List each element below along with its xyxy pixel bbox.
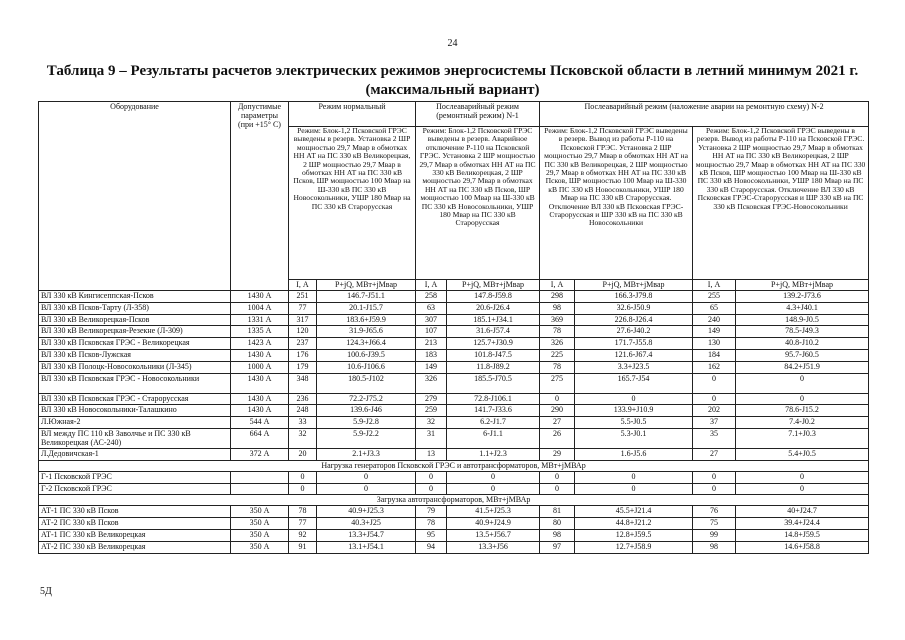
post1-current-cell: 149 (416, 361, 447, 373)
param-cell: 350 А (231, 518, 289, 530)
post1-power-cell: 125.7+J30.9 (447, 338, 540, 350)
equipment-cell: ВЛ 330 кВ Полоцк-Новосокольники (Л-345) (39, 361, 231, 373)
post2b-power-cell: 0 (736, 471, 869, 483)
post1-power-cell: 31.6-J57.4 (447, 326, 540, 338)
post1-power-cell: 141.7-J33.6 (447, 405, 540, 417)
page-number: 24 (447, 38, 458, 49)
table-row (39, 471, 869, 483)
normal-power-cell: 40.3+J25 (317, 518, 416, 530)
post1-power-cell: 185.5-J70.5 (447, 373, 540, 393)
post2b-power-cell: 7.4-J0.2 (736, 417, 869, 429)
table-row (39, 529, 869, 541)
equipment-cell: Л.Южная-2 (39, 417, 231, 429)
post2a-current-cell: 78 (540, 361, 575, 373)
post2b-current-cell: 130 (693, 338, 736, 350)
equipment-cell: ВЛ между ПС 110 кВ Заволчье и ПС 330 кВ Великорецкая (АС-240) (39, 428, 231, 448)
post1-power-cell: 41.5+J25.3 (447, 506, 540, 518)
post2b-power-cell: 148.9-J0.5 (736, 314, 869, 326)
table-row (39, 361, 869, 373)
normal-power-cell: 2.1+J3.3 (317, 448, 416, 460)
equipment-cell: Г-1 Псковской ГРЭС (39, 471, 231, 483)
post2a-power-cell: 45.5+J21.4 (575, 506, 693, 518)
post2a-power-cell: 165.7-J54 (575, 373, 693, 393)
normal-current-cell: 0 (289, 483, 317, 495)
post1-power-cell: 13.3+J56 (447, 541, 540, 553)
desc-post2b: Режим: Блок-1,2 Псковской ГРЭС выведены в резерв. Вывод из работы Р-110 на Псковской ГРЭС. Установка 2 ШР мощностью 29,7 Мвар в обмотках НН АТ на ПС 330 кВ Великорецкая, 2 ШР мощностью 29,7 Мвар в обмотках НН АТ на ПС 330 кВ Псков, ШР мощностью 100 Мвар на Ш-330 кВ ПС 330 кВ Новосокольники, УШР 180 Мвар на ПС 330 кВ Старорусская. Отключение ВЛ 330 кВ Псковская ГРЭС-Старорусская и ШР 330 кВ на ПС 330 кВ Псковская ГРЭС-Новосокольники (693, 127, 869, 280)
post2a-current-cell: 80 (540, 518, 575, 530)
param-cell: 1430 А (231, 291, 289, 303)
equipment-cell: ВЛ 330 кВ Великорецкая-Псков (39, 314, 231, 326)
post1-power-cell: 11.8-J89.2 (447, 361, 540, 373)
post2b-current-cell: 149 (693, 326, 736, 338)
normal-power-cell: 0 (317, 471, 416, 483)
post1-power-cell: 13.5+J56.7 (447, 529, 540, 541)
post1-power-cell: 72.8-J106.1 (447, 393, 540, 405)
post1-current-cell: 307 (416, 314, 447, 326)
post2b-power-cell: 5.4+J0.5 (736, 448, 869, 460)
post1-current-cell: 31 (416, 428, 447, 448)
section-row (39, 495, 869, 506)
post2b-current-cell: 35 (693, 428, 736, 448)
header-normal: Режим нормальный (289, 102, 416, 127)
equipment-cell: АТ-1 ПС 330 кВ Псков (39, 506, 231, 518)
table-row (39, 326, 869, 338)
post2b-current-cell: 76 (693, 506, 736, 518)
post1-current-cell: 79 (416, 506, 447, 518)
post1-current-cell: 95 (416, 529, 447, 541)
normal-power-cell: 5.9-J2.8 (317, 417, 416, 429)
param-cell: 350 А (231, 529, 289, 541)
post2a-current-cell: 290 (540, 405, 575, 417)
param-cell: 1004 А (231, 302, 289, 314)
post2b-power-cell: 0 (736, 373, 869, 393)
table-row (39, 541, 869, 553)
equipment-cell: ВЛ 330 кВ Псковская ГРЭС - Великорецкая (39, 338, 231, 350)
equipment-cell: ВЛ 330 кВ Псков-Лужская (39, 349, 231, 361)
header-post1: Послеаварийный режим (ремонтный режим) N-1 (416, 102, 540, 127)
sub-pq: P+jQ, МВт+jМвар (447, 280, 540, 291)
post1-current-cell: 107 (416, 326, 447, 338)
table-row (39, 302, 869, 314)
post2b-current-cell: 99 (693, 529, 736, 541)
table-row (39, 349, 869, 361)
post1-current-cell: 32 (416, 417, 447, 429)
post2a-power-cell: 121.6-J67.4 (575, 349, 693, 361)
post2a-power-cell: 32.6-J50.9 (575, 302, 693, 314)
post2a-power-cell: 171.7-J55.8 (575, 338, 693, 350)
param-cell: 1430 А (231, 393, 289, 405)
post2a-current-cell: 0 (540, 393, 575, 405)
post2a-current-cell: 275 (540, 373, 575, 393)
post2a-power-cell: 0 (575, 483, 693, 495)
post2a-power-cell: 12.8+J59.5 (575, 529, 693, 541)
normal-current-cell: 251 (289, 291, 317, 303)
post2b-power-cell: 78.6-J15.2 (736, 405, 869, 417)
normal-power-cell: 31.9-J65.6 (317, 326, 416, 338)
post1-current-cell: 78 (416, 518, 447, 530)
equipment-cell: Г-2 Псковской ГРЭС (39, 483, 231, 495)
header-post2: Послеаварийный режим (наложение аварии на ремонтную схему) N-2 (540, 102, 869, 127)
post2a-current-cell: 225 (540, 349, 575, 361)
table-row (39, 518, 869, 530)
normal-power-cell: 10.6-J106.6 (317, 361, 416, 373)
equipment-cell: АТ-2 ПС 330 кВ Псков (39, 518, 231, 530)
post2a-current-cell: 81 (540, 506, 575, 518)
section-title-autotransformers: Загрузка автотрансформаторов, МВт+jМВАр (39, 495, 869, 506)
table-row (39, 483, 869, 495)
param-cell: 1335 А (231, 326, 289, 338)
normal-power-cell: 0 (317, 483, 416, 495)
normal-current-cell: 317 (289, 314, 317, 326)
param-cell (231, 471, 289, 483)
post1-power-cell: 1.1+J2.3 (447, 448, 540, 460)
post1-power-cell: 6-J1.1 (447, 428, 540, 448)
post2a-current-cell: 98 (540, 302, 575, 314)
normal-current-cell: 348 (289, 373, 317, 393)
post1-current-cell: 0 (416, 483, 447, 495)
desc-post2a: Режим: Блок-1,2 Псковской ГРЭС выведены в резерв. Вывод из работы Р-110 на Псковской ГРЭС. Установка 2 ШР мощностью 29,7 Мвар в обмотках НН АТ на ПС 330 кВ Великорецкая, 2 ШР мощностью 29,7 Мвар в обмотках НН АТ на ПС 330 кВ Псков, ШР мощностью 100 Мвар на Ш-330 кВ ПС 330 кВ Новосокольники, УШР 180 Мвар на ПС 330 кВ Старорусская. Отключение ВЛ 330 кВ Псковская ГРЭС-Старорусская и ШР 330 кВ на ПС 330 кВ Новосокольники (540, 127, 693, 280)
post2b-power-cell: 78.5-J49.3 (736, 326, 869, 338)
table-title-line1: Таблица 9 – Результаты расчетов электрических режимов энергосистемы Псковской области в летний минимум 2021 г. (46, 63, 859, 79)
normal-power-cell: 124.3+J66.4 (317, 338, 416, 350)
param-cell: 1430 А (231, 405, 289, 417)
post2a-current-cell: 0 (540, 471, 575, 483)
post2a-power-cell: 3.3+J23.5 (575, 361, 693, 373)
post2b-current-cell: 0 (693, 483, 736, 495)
post1-current-cell: 213 (416, 338, 447, 350)
normal-current-cell: 237 (289, 338, 317, 350)
post1-power-cell: 0 (447, 471, 540, 483)
post1-current-cell: 63 (416, 302, 447, 314)
post2a-current-cell: 27 (540, 417, 575, 429)
normal-current-cell: 32 (289, 428, 317, 448)
param-cell: 664 А (231, 428, 289, 448)
normal-current-cell: 33 (289, 417, 317, 429)
post2a-power-cell: 0 (575, 471, 693, 483)
post1-power-cell: 185.1+J34.1 (447, 314, 540, 326)
param-cell: 372 А (231, 448, 289, 460)
post2b-current-cell: 0 (693, 373, 736, 393)
post2b-current-cell: 184 (693, 349, 736, 361)
normal-power-cell: 72.2-J75.2 (317, 393, 416, 405)
post2b-current-cell: 240 (693, 314, 736, 326)
post2a-power-cell: 5.5-J0.5 (575, 417, 693, 429)
param-cell: 1430 А (231, 373, 289, 393)
sub-i: I, А (416, 280, 447, 291)
post1-current-cell: 259 (416, 405, 447, 417)
section-title-generators: Нагрузка генераторов Псковской ГРЭС и автотрансформаторов, МВт+jМВАр (39, 460, 869, 471)
post2b-current-cell: 255 (693, 291, 736, 303)
sub-pq: P+jQ, МВт+jМвар (736, 280, 869, 291)
post2b-current-cell: 75 (693, 518, 736, 530)
post1-current-cell: 326 (416, 373, 447, 393)
normal-power-cell: 180.5-J102 (317, 373, 416, 393)
post1-current-cell: 183 (416, 349, 447, 361)
table-row (39, 393, 869, 405)
post2a-power-cell: 27.6-J40.2 (575, 326, 693, 338)
normal-power-cell: 5.9-J2.2 (317, 428, 416, 448)
sub-i: I, А (289, 280, 317, 291)
normal-current-cell: 91 (289, 541, 317, 553)
table-row (39, 373, 869, 393)
header-params: Допустимые параметры (при +15° С) (231, 102, 289, 291)
equipment-cell: ВЛ 330 кВ Великорецкая-Резекне (Л-309) (39, 326, 231, 338)
table-row (39, 417, 869, 429)
post2b-power-cell: 95.7-J60.5 (736, 349, 869, 361)
table-row (39, 338, 869, 350)
equipment-cell: ВЛ 330 кВ Псков-Тарту (Л-358) (39, 302, 231, 314)
post1-power-cell: 0 (447, 483, 540, 495)
equipment-cell: ВЛ 330 кВ Кингисеппская-Псков (39, 291, 231, 303)
header-equipment: Оборудование (39, 102, 231, 291)
normal-power-cell: 100.6-J39.5 (317, 349, 416, 361)
footer-mark: 5Д (40, 586, 52, 597)
post2b-current-cell: 65 (693, 302, 736, 314)
post2a-power-cell: 44.8+J21.2 (575, 518, 693, 530)
post2a-current-cell: 98 (540, 529, 575, 541)
post2b-power-cell: 39.4+J24.4 (736, 518, 869, 530)
normal-current-cell: 78 (289, 506, 317, 518)
post2a-current-cell: 0 (540, 483, 575, 495)
post2a-power-cell: 0 (575, 393, 693, 405)
post2b-power-cell: 0 (736, 393, 869, 405)
table-title-line2: (максимальный вариант) (365, 82, 540, 98)
post1-power-cell: 101.8-J47.5 (447, 349, 540, 361)
table-title (40, 62, 865, 100)
table-row (39, 405, 869, 417)
normal-current-cell: 0 (289, 471, 317, 483)
param-cell: 1423 А (231, 338, 289, 350)
results-table (38, 101, 869, 554)
post2a-power-cell: 226.8-J26.4 (575, 314, 693, 326)
post2a-power-cell: 166.3-J79.8 (575, 291, 693, 303)
normal-power-cell: 146.7-J51.1 (317, 291, 416, 303)
post2b-power-cell: 14.8+J59.5 (736, 529, 869, 541)
post2b-power-cell: 0 (736, 483, 869, 495)
post2b-current-cell: 98 (693, 541, 736, 553)
normal-current-cell: 176 (289, 349, 317, 361)
param-cell: 350 А (231, 541, 289, 553)
sub-i: I, А (540, 280, 575, 291)
equipment-cell: АТ-1 ПС 330 кВ Великорецкая (39, 529, 231, 541)
post1-current-cell: 13 (416, 448, 447, 460)
normal-power-cell: 20.1-J15.7 (317, 302, 416, 314)
post1-power-cell: 20.6-J26.4 (447, 302, 540, 314)
param-cell: 544 А (231, 417, 289, 429)
sub-pq: P+jQ, МВт+jМвар (317, 280, 416, 291)
equipment-cell: ВЛ 330 кВ Новосокольники-Талашкино (39, 405, 231, 417)
equipment-cell: АТ-2 ПС 330 кВ Великорецкая (39, 541, 231, 553)
post2b-current-cell: 27 (693, 448, 736, 460)
desc-normal: Режим: Блок-1,2 Псковской ГРЭС выведены в резерв. Установка 2 ШР мощностью 29,7 Мвар в обмотках НН АТ на ПС 330 кВ Великорецкая, 2 ШР мощностью 29,7 Мвар в обмотках НН АТ на ПС 330 кВ Псков, ШР мощностью 100 Мвар на Ш-330 кВ ПС 330 кВ Новосокольники, УШР 180 Мвар на ПС 330 кВ Старорусская (289, 127, 416, 280)
normal-power-cell: 13.1+J54.1 (317, 541, 416, 553)
normal-current-cell: 20 (289, 448, 317, 460)
post1-current-cell: 94 (416, 541, 447, 553)
post2b-power-cell: 4.3+J40.1 (736, 302, 869, 314)
section-row (39, 460, 869, 471)
normal-power-cell: 40.9+J25.3 (317, 506, 416, 518)
equipment-cell: ВЛ 330 кВ Псковская ГРЭС - Новосокольники (39, 373, 231, 393)
post2a-current-cell: 369 (540, 314, 575, 326)
post2a-current-cell: 97 (540, 541, 575, 553)
post2b-current-cell: 0 (693, 393, 736, 405)
param-cell: 1430 А (231, 349, 289, 361)
equipment-cell: ВЛ 330 кВ Псковская ГРЭС - Старорусская (39, 393, 231, 405)
table-row (39, 428, 869, 448)
table-row (39, 506, 869, 518)
sub-i: I, А (693, 280, 736, 291)
post1-power-cell: 147.8-J59.8 (447, 291, 540, 303)
post1-current-cell: 258 (416, 291, 447, 303)
post2b-power-cell: 40.8-J10.2 (736, 338, 869, 350)
table-row (39, 314, 869, 326)
table-row (39, 291, 869, 303)
post2b-power-cell: 139.2-J73.6 (736, 291, 869, 303)
post2b-power-cell: 84.2+J51.9 (736, 361, 869, 373)
normal-current-cell: 92 (289, 529, 317, 541)
post2a-power-cell: 1.6-J5.6 (575, 448, 693, 460)
normal-current-cell: 248 (289, 405, 317, 417)
post1-power-cell: 6.2-J1.7 (447, 417, 540, 429)
post1-current-cell: 279 (416, 393, 447, 405)
normal-power-cell: 13.3+J54.7 (317, 529, 416, 541)
normal-current-cell: 77 (289, 518, 317, 530)
post2b-current-cell: 0 (693, 471, 736, 483)
post2b-current-cell: 202 (693, 405, 736, 417)
equipment-cell: Л.Дедовичская-1 (39, 448, 231, 460)
post2a-current-cell: 26 (540, 428, 575, 448)
normal-power-cell: 183.6+J59.9 (317, 314, 416, 326)
post2a-power-cell: 133.9+J10.9 (575, 405, 693, 417)
post2b-current-cell: 162 (693, 361, 736, 373)
post2b-power-cell: 7.1+J0.3 (736, 428, 869, 448)
normal-current-cell: 77 (289, 302, 317, 314)
param-cell: 1000 А (231, 361, 289, 373)
post2b-power-cell: 14.6+J58.8 (736, 541, 869, 553)
post2b-current-cell: 37 (693, 417, 736, 429)
post1-current-cell: 0 (416, 471, 447, 483)
table-row (39, 448, 869, 460)
post2a-power-cell: 12.7+J58.9 (575, 541, 693, 553)
normal-power-cell: 139.6-J46 (317, 405, 416, 417)
normal-current-cell: 179 (289, 361, 317, 373)
post2a-current-cell: 326 (540, 338, 575, 350)
param-cell (231, 483, 289, 495)
post1-power-cell: 40.9+J24.9 (447, 518, 540, 530)
post2a-current-cell: 29 (540, 448, 575, 460)
post2b-power-cell: 40+J24.7 (736, 506, 869, 518)
post2a-current-cell: 298 (540, 291, 575, 303)
post2a-power-cell: 5.3-J0.1 (575, 428, 693, 448)
post2a-current-cell: 78 (540, 326, 575, 338)
param-cell: 1331 А (231, 314, 289, 326)
normal-current-cell: 236 (289, 393, 317, 405)
param-cell: 350 А (231, 506, 289, 518)
desc-post1: Режим: Блок-1,2 Псковской ГРЭС выведены в резерв. Аварийное отключение Р-110 на Псковской ГРЭС. Установка 2 ШР мощностью 29,7 Мвар в обмотках НН АТ на ПС 330 кВ Великорецкая, 2 ШР мощностью 29,7 Мвар в обмотках НН АТ на ПС 330 кВ Псков, ШР мощностью 100 Мвар на Ш-330 кВ ПС 330 кВ Новосокольники, УШР 180 Мвар на ПС 330 кВ Старорусская (416, 127, 540, 280)
sub-pq: P+jQ, МВт+jМвар (575, 280, 693, 291)
normal-current-cell: 120 (289, 326, 317, 338)
